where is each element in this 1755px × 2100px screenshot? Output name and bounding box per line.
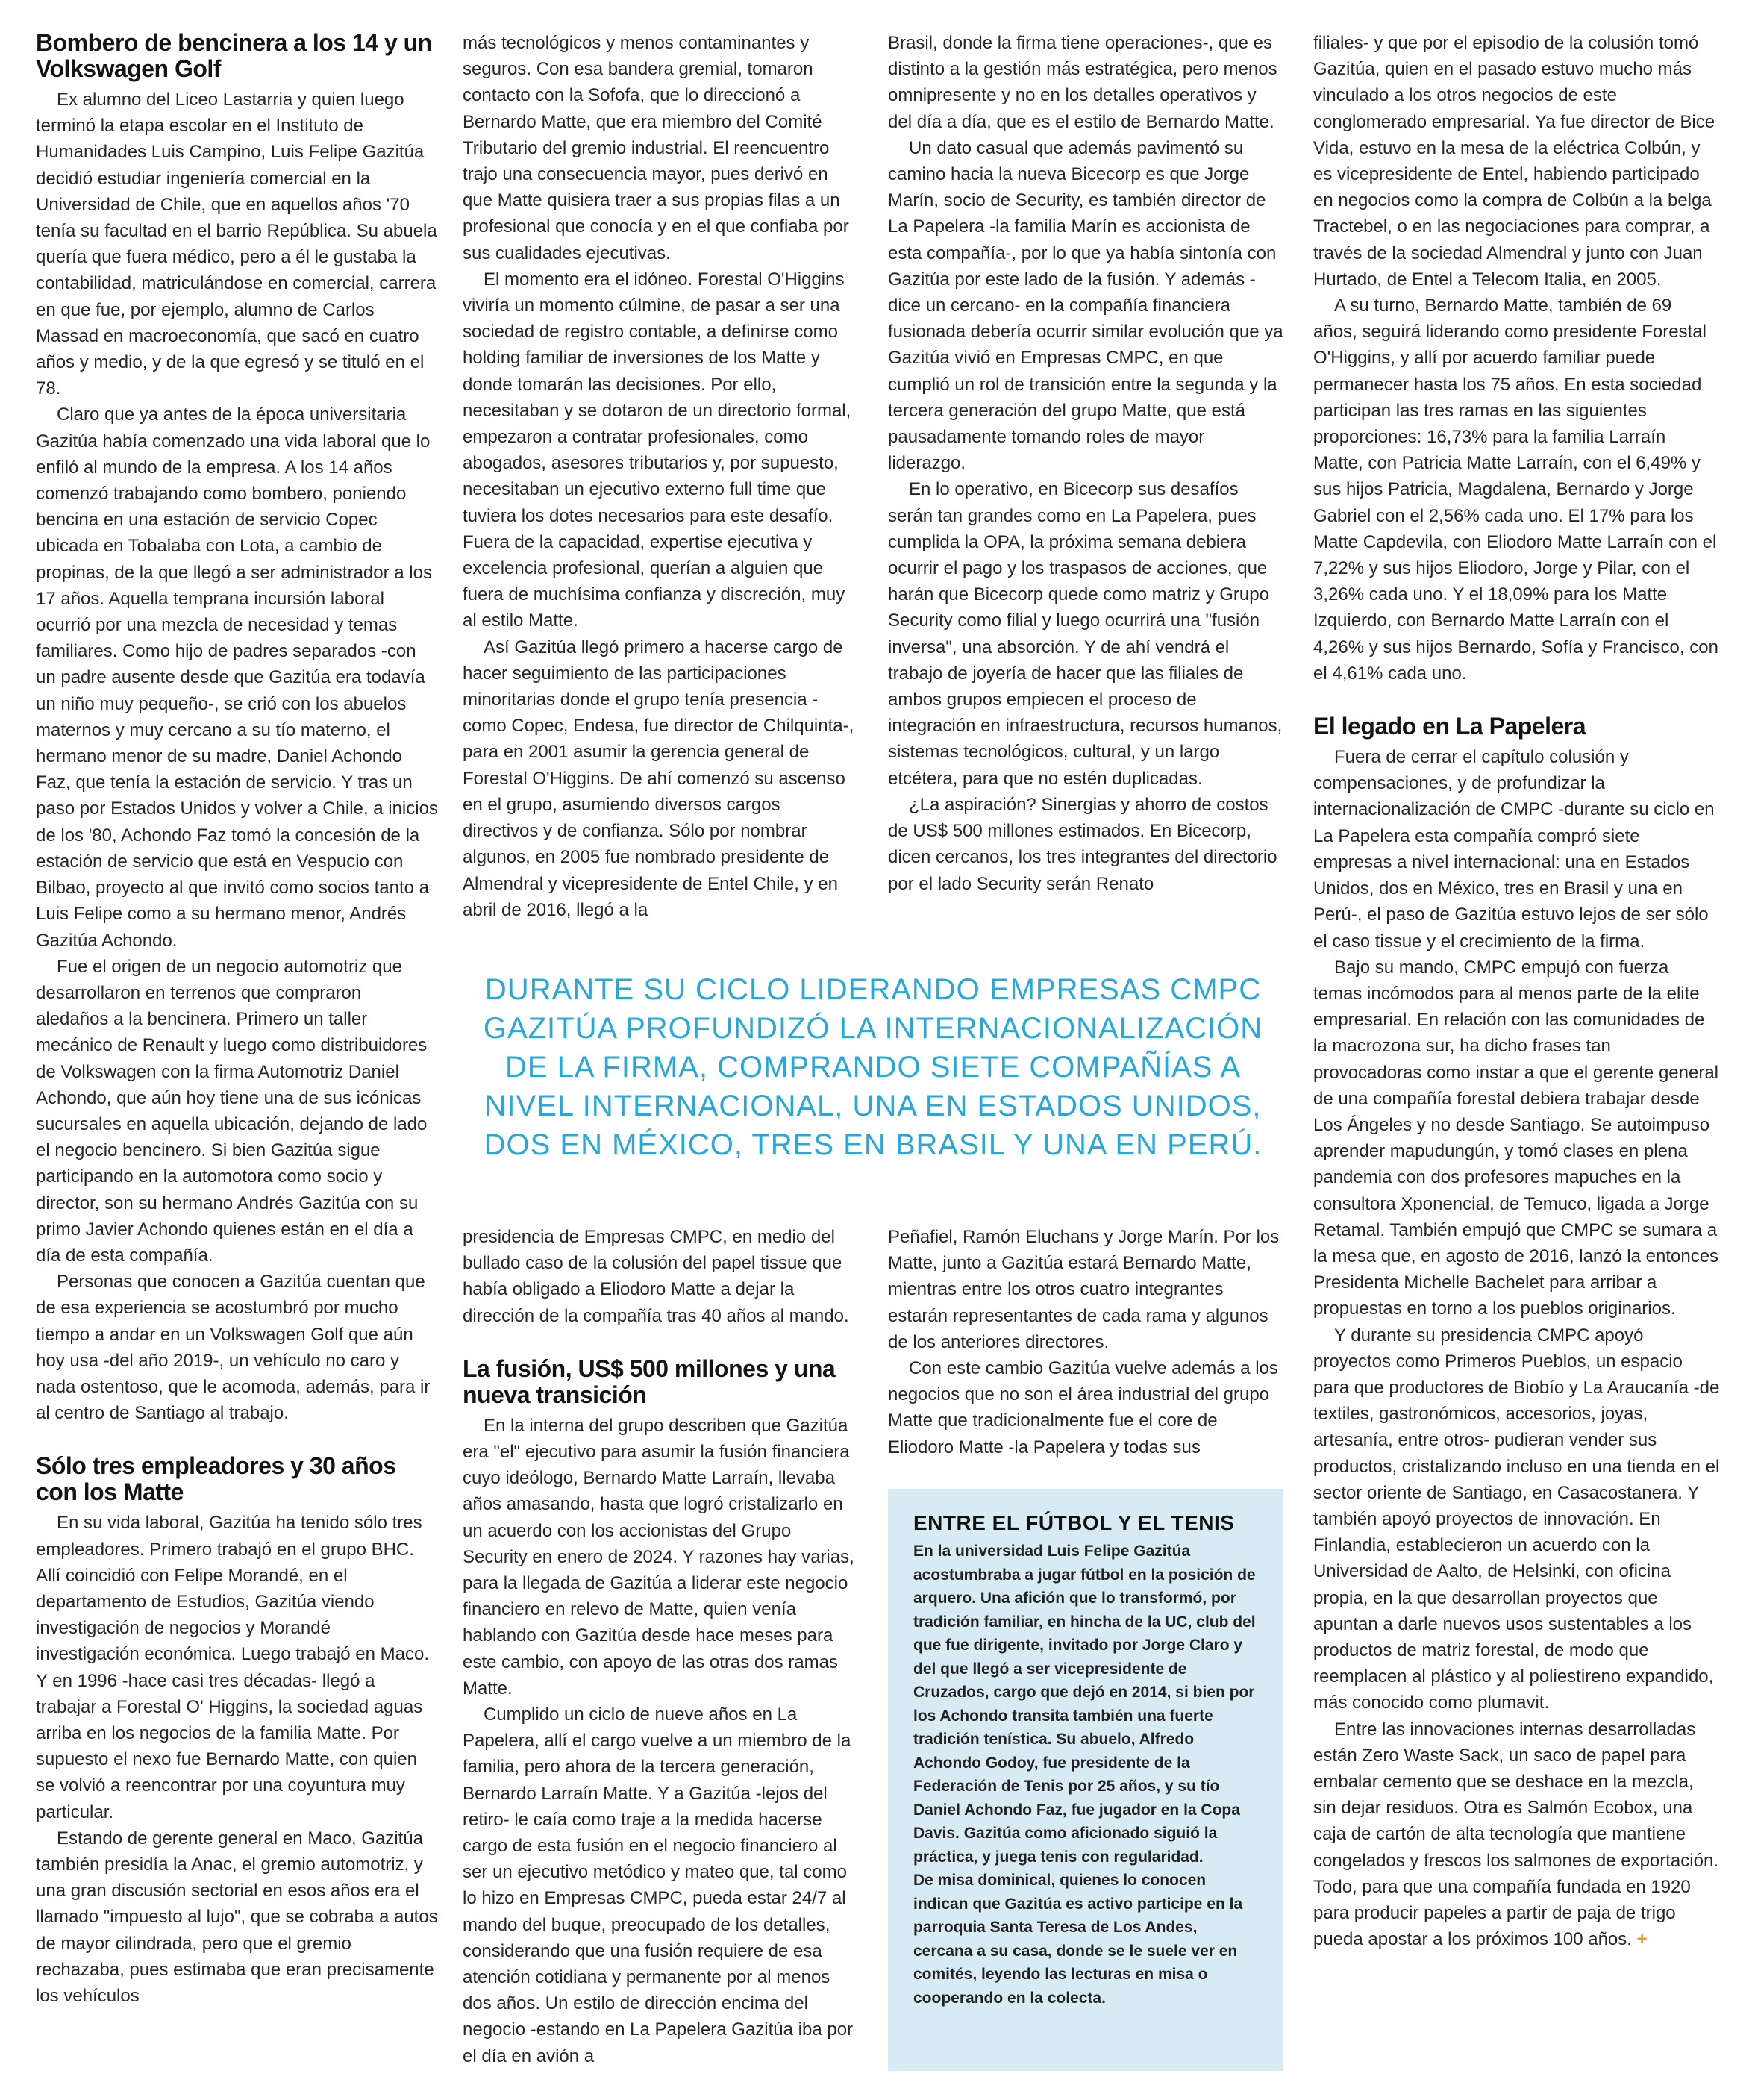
spacer	[36, 1426, 439, 1453]
end-of-article-mark: +	[1636, 1929, 1648, 1950]
paragraph: En lo operativo, en Bicecorp sus desafíos serán tan grandes como en La Papelera, pues cumplida la OPA, la próxima semana debiera ocurrir el pago y los traspasos de acciones, que harán que Bicecorp quede como matriz y Grupo Security como filial y luego ocurrirá una "fusión inversa", una absorción. Y de ahí vendrá el trabajo de joyería de hacer que las filiales de ambos grupos empiecen el proceso de integración en infraestructura, recursos humanos, sistemas tecnológicos, cultural, y un largo etcétera, para que no estén duplicadas.	[888, 479, 1283, 789]
paragraph: Cumplido un ciclo de nueve años en La Papelera, allí el cargo vuelve a un miembro de la familia, pero ahora de la tercera generación, Bernardo Larraín Matte. Y a Gazitúa -lejos del retiro- le caía como traje a la medida hacerse cargo de esta fusión en el negocio financiero al ser un ejecutivo metódico y mateo que, tal como lo hizo en Empresas CMPC, pueda estar 24/7 al mando del buque, preocupado de los detalles, considerando que una fusión requiere de esa atención cotidiana y permanente por al menos dos años. Un estilo de dirección encima del negocio -estando en La Papelera Gazitúa iba por el día en avión a	[463, 1704, 854, 2066]
column-1	[36, 30, 439, 2097]
paragraph: Así Gazitúa llegó primero a hacerse cargo de hacer seguimiento de las participaciones minoritarias donde el grupo tenía presencia -como Copec, Endesa, fue director de Chilquinta-, para en 2001 asumir la gerencia general de Forestal O'Higgins. De ahí comenzó su ascenso en el grupo, asumiendo diversos cargos directivos y de confianza. Sólo por nombrar algunos, en 2005 fue nombrado presidente de Almendral y vicepresidente de Entel Chile, y en abril de 2016, llegó a la	[463, 637, 854, 920]
paragraph: En la interna del grupo describen que Gazitúa era "el" ejecutivo para asumir la fusión financiera cuyo ideólogo, Bernardo Matte Larraín, llevaba años amasando, hasta que logró cristalizarlo en un acuerdo con los accionistas del Grupo Security en enero de 2024. Y razones hay varias, para la llegada de Gazitúa a liderar este negocio financiero en relevo de Matte, quien venía hablando con Gazitúa desde hace meses para este cambio, con apoyo de las otras dos ramas Matte.	[463, 1415, 854, 1699]
paragraph: Estando de gerente general en Maco, Gazitúa también presidía la Anac, el gremio automotriz, y una gran discusión sectorial en esos años era el llamado "impuesto al lujo", que se cobraba a autos de mayor cilindrada, pero que el gremio rechazaba, pues estimaba que eran precisamente los vehículos	[36, 1828, 438, 2007]
paragraph: Ex alumno del Liceo Lastarria y quien luego terminó la etapa escolar en el Instituto de Humanidades Luis Campino, Luis Felipe Gazitúa decidió estudiar ingeniería comercial en la Universidad de Chile, que en aquellos años '70 tenía su facultad en el barrio República. Su abuela quería que fuera médico, pero a él le gustaba la contabilidad, matriculándose en comercial, carrera en que fue, por ejemplo, alumno de Carlos Massad en macroeconomía, que sacó en cuatro años y medio, y de la que egresó y se tituló en el 78.	[36, 90, 437, 399]
sidebar-box-paragraph: De misa dominical, quienes lo conocen indican que Gazitúa es activo participe en la parroquia Santa Teresa de Los Andes, cercana a su casa, donde se le suele ver en comités, leyendo las lecturas en misa o cooperando en la colecta.	[913, 1872, 1243, 2007]
paragraph: Personas que conocen a Gazitúa cuentan que de esa experiencia se acostumbró por mucho tiempo a andar en un Volkswagen Golf que aún hoy usa -del año 2019-, un vehículo no caro y nada ostentoso, que le acomoda, además, para ir al centro de Santiago al trabajo.	[36, 1272, 431, 1424]
spacer	[463, 1329, 858, 1356]
paragraph: más tecnológicos y menos contaminantes y seguros. Con esa bandera gremial, tomaron contacto con la Sofofa, que lo direccionó a Bernardo Matte, que era miembro del Comité Tributario del gremio industrial. El reencuentro trajo una consecuencia mayor, pues derivó en que Matte quisiera traer a sus propias filas a un profesional que conocía y en el que confiaba por sus cualidades ejecutivas.	[463, 33, 849, 263]
paragraph: Con este cambio Gazitúa vuelve además a los negocios que no son el área industrial del grupo Matte que tradicionalmente fue el core de Eliodoro Matte -la Papelera y todas sus	[888, 1358, 1278, 1457]
paragraph: Un dato casual que además pavimentó su camino hacia la nueva Bicecorp es que Jorge Marín, socio de Security, es también director de La Papelera -la familia Marín es accionista de esta compañía-, por lo que ya había sintonía con Gazitúa por este lado de la fusión. Y además -dice un cercano- en la compañía financiera fusionada debería ocurrir similar evolución que ya Gazitúa vivió en Empresas CMPC, en que cumplió un rol de transición entre la segunda y la tercera generación del grupo Matte, que está pausadamente tomando roles de mayor liderazgo.	[888, 137, 1283, 474]
column-3-bottom	[888, 1224, 1283, 1478]
column-4	[1313, 30, 1720, 2097]
paragraph: En su vida laboral, Gazitúa ha tenido sólo tres empleadores. Primero trabajó en el grupo BHC. Allí coincidió con Felipe Morandé, en el departamento de Estudios, Gazitúa viendo investigación de negocios y Morandé investigación económica. Luego trabajó en Maco. Y en 1996 -hace casi tres décadas- llegó a trabajar a Forestal O' Higgins, la sociedad aguas arriba en los negocios de la familia Matte. Por supuesto el nexo fue Bernardo Matte, con quien se volvió a reencontrar por una coyuntura muy particular.	[36, 1513, 429, 1822]
section-heading-tres-empleadores: Sólo tres empleadores y 30 años con los Matte	[36, 1452, 396, 1506]
final-paragraph-text: Entre las innovaciones internas desarrolladas están Zero Waste Sack, un saco de papel para embalar cemento que se deshace en la mezcla, sin dejar residuos. Otra es Salmón Ecobox, una caja de cartón de alta tecnología que mantiene congelados y frescos los salmones de exportación. Todo, para que una compañía fundada en 1920 para producir papeles a partir de paja de trigo pueda apostar a los próximos 100 años.	[1313, 1719, 1718, 1950]
paragraph: Bajo su mando, CMPC empujó con fuerza temas incómodos para al menos parte de la elite empresarial. En relación con las comunidades de la macrozona sur, ha dicho frases tan provocadoras como instar a que el gerente general de una compañía forestal debiera trabajar desde Los Ángeles y no desde Santiago. Se autoimpuso aprender mapudungún, y tomó clases en plena pandemia con dos profesores mapuches en la consultora Xponencial, de Temuco, ligada a Jorge Retamal. También empujó que CMPC se sumara a la mesa que, en agosto de 2016, lanzó la entonces Presidenta Michelle Bachelet para arribar a propuestas en torno a los pueblos originarios.	[1313, 957, 1719, 1319]
paragraph: Fuera de cerrar el capítulo colusión y compensaciones, y de profundizar la internacionalización de CMPC -durante su ciclo en La Papelera esta compañía compró siete empresas a nivel internacional: una en Estados Unidos, dos en México, tres en Brasil y una en Perú-, el paso de Gazitúa estuvo lejos de ser sólo el caso tissue y el crecimiento de la firma.	[1313, 747, 1715, 951]
paragraph: El momento era el idóneo. Forestal O'Higgins viviría un momento cúlmine, de pasar a ser una sociedad de registro contable, a definirse como holding familiar de inversiones de los Matte y donde tomarán las decisiones. Por ello, necesitaban y se dotaron de un directorio formal, empezaron a contratar profesionales, como abogados, asesores tributarios y, por supuesto, necesitaban un ejecutivo externo full time que tuviera los dotes necesarios para este desafío. Fuera de la capacidad, expertise ejecutiva y excelencia profesional, querían a alguien que fuera de muchísima confianza y discreción, muy al estilo Matte.	[463, 269, 851, 631]
spacer	[1313, 687, 1720, 713]
sidebar-box-title: ENTRE EL FÚTBOL Y EL TENIS	[913, 1511, 1235, 1534]
paragraph	[1313, 1716, 1720, 1953]
paragraph: ¿La aspiración? Sinergias y ahorro de costos de US$ 500 millones estimados. En Bicecorp, dicen cercanos, los tres integrantes del directorio por el lado Security serán Renato	[888, 794, 1277, 894]
paragraph: Peñafiel, Ramón Eluchans y Jorge Marín. Por los Matte, junto a Gazitúa estará Bernardo Matte, mientras entre los otros cuatro integrantes estarán representantes de cada rama y algunos de los anteriores directores.	[888, 1227, 1280, 1352]
column-3-top	[888, 30, 1283, 940]
paragraph: presidencia de Empresas CMPC, en medio del bullado caso de la colusión del papel tissue que había obligado a Eliodoro Matte a dejar la dirección de la compañía tras 40 años al mando.	[463, 1227, 849, 1326]
paragraph: filiales- y que por el episodio de la colusión tomó Gazitúa, quien en el pasado estuvo mucho más vinculado a los otros negocios de este conglomerado empresarial. Ya fue director de Bice Vida, estuvo en la mesa de la eléctrica Colbún, y es vicepresidente de Entel, habiendo participado en negocios como la compra de Colbún a la belga Tractebel, o en las negociaciones para comprar, a través de la sociedad Almendral y junto con Juan Hurtado, de Entel a Telecom Italia, en 2005.	[1313, 33, 1715, 290]
section-heading-bombero: Bombero de bencinera a los 14 y un Volkswagen Golf	[36, 29, 432, 82]
pull-quote: DURANTE SU CICLO LIDERANDO EMPRESAS CMPC GAZITÚA PROFUNDIZÓ LA INTERNACIONALIZACIÓN DE LA FIRMA, COMPRANDO SIETE COMPAÑÍAS A NIVEL INTERNACIONAL, UNA EN ESTADOS UNIDOS, DOS EN MÉXICO, TRES EN BRASIL Y UNA EN PERÚ.	[483, 973, 1263, 1161]
paragraph: Brasil, donde la firma tiene operaciones-, que es distinto a la gestión más estratégica, pero menos omnipresente y no en los detalles operativos y del día a día, que es el estilo de Bernardo Matte.	[888, 33, 1277, 132]
paragraph: Fue el origen de un negocio automotriz que desarrollaron en terrenos que compraron aledaños a la bencinera. Primero un taller mecánico de Renault y luego como distribuidores de Volkswagen con la firma Automotriz Daniel Achondo, que aún hoy tiene una de sus icónicas sucursales en aquella ubicación, dejando de lado el negocio bencinero. Si bien Gazitúa sigue participando en la automotora como socio y director, son su hermano Andrés Gazitúa con su primo Javier Achondo quienes están en el día a día de esta compañía.	[36, 956, 428, 1266]
section-heading-fusion: La fusión, US$ 500 millones y una nueva transición	[463, 1354, 836, 1408]
paragraph: Y durante su presidencia CMPC apoyó proyectos como Primeros Pueblos, un espacio para que productores de Biobío y La Araucanía -de textiles, gastronómicos, accesorios, joyas, artesanía, entre otros- pudieran vender sus productos, cristalizando incluso en una tienda en el sector oriente de Santiago, en Casacostanera. Y también apoyó proyectos de innovación. En Finlandia, establecieron un acuerdo con la Universidad de Aalto, de Helsinki, con oficina propia, en la que desarrollan proyectos que apuntan a darle nuevos usos sustentables a los productos de matriz forestal, de modo que reemplacen al plástico y al poliestireno expandido, más conocido como plumavit.	[1313, 1325, 1720, 1713]
column-2-top	[463, 30, 858, 948]
sidebar-box	[888, 1489, 1283, 2071]
paragraph: Claro que ya antes de la época universitaria Gazitúa había comenzado una vida laboral que lo enfiló al mundo de la empresa. A los 14 años comenzó trabajando como bombero, poniendo bencina en una estación de servicio Copec ubicada en Tobalaba con Lota, a cambio de propinas, de la que llegó a ser administrador a los 17 años. Aquella temprana incursión laboral ocurrió por una mezcla de necesidad y temas familiares. Como hijo de padres separados -con un padre ausente desde que Gazitúa era todavía un niño muy pequeño-, se crió con los abuelos maternos y muy cercano a su tío materno, el hermano menor de su madre, Daniel Achondo Faz, que tenía la estación de servicio. Y tras un paso por Estados Unidos y volver a Chile, a inicios de los '80, Achondo Faz tomó la concesión de la estación de servicio que está en Vespucio con Bilbao, proyecto al que invitó como socios tanto a Luis Felipe como a su hermano menor, Andrés Gazitúa Achondo.	[36, 404, 438, 951]
sidebar-box-paragraph: En la universidad Luis Felipe Gazitúa acostumbraba a jugar fútbol en la posición de arquero. Una afición que lo transformó, por tradición familiar, en hincha de la UC, club del que fue dirigente, invitado por Jorge Claro y del que llegó a ser vicepresidente de Cruzados, cargo que dejó en 2014, si bien por los Achondo transita también una fuerte tradición tenística. Su abuelo, Alfredo Achondo Godoy, fue presidente de la Federación de Tenis por 25 años, y su tío Daniel Achondo Faz, fue jugador en la Copa Davis. Gazitúa como aficionado siguió la práctica, y juega tenis con regularidad.	[913, 1543, 1256, 1866]
column-2-bottom	[463, 1224, 858, 2097]
paragraph: A su turno, Bernardo Matte, también de 69 años, seguirá liderando como presidente Forestal O'Higgins, y allí por acuerdo familiar puede permanecer hasta los 75 años. En esta sociedad participan las tres ramas en las siguientes proporciones: 16,73% para la familia Larraín Matte, con Patricia Matte Larraín, con el 6,49% y sus hijos Patricia, Magdalena, Bernardo y Jorge Gabriel con el 2,56% cada uno. El 17% para los Matte Capdevila, con Eliodoro Matte Larraín con el 7,22% y sus hijos Eliodoro, Jorge y Pilar, con el 3,26% cada uno. Y el 18,09% para los Matte Izquierdo, con Bernardo Matte Larraín con el 4,26% y sus hijos Bernardo, Sofía y Francisco, con el 4,61% cada uno.	[1313, 296, 1718, 684]
section-heading-legado: El legado en La Papelera	[1313, 713, 1586, 740]
